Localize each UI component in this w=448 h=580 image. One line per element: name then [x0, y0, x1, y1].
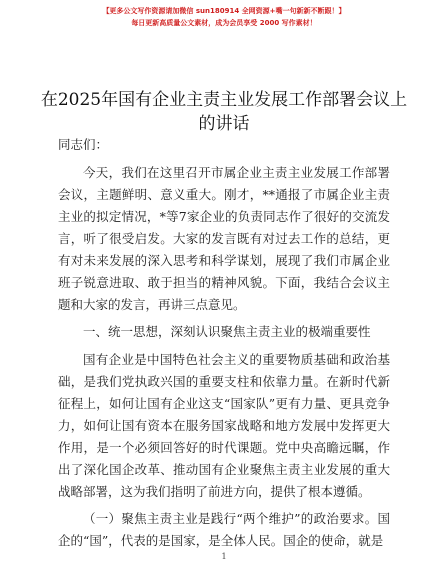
- document-body: [58, 134, 390, 557]
- section-heading-1: 一、统一思想，深刻认识聚焦主责主业的极端重要性: [83, 324, 371, 339]
- document-title: 在2025年国有企业主责主业发展工作部署会议上的讲话: [40, 90, 408, 134]
- paragraph-body-1: 国有企业是中国特色社会主义的重要物质基础和政治基础，是我们党执政兴国的重要支柱和依靠力量。在新时代新征程上，如何让国有企业这支“国家队”更有力量、更具竞争力，如何让国有资本在服务国家战略和地方发展中发挥更大作用，是一个必须回答好的时代课题。党中央高瞻远瞩，作出了深化国企改革、推动国有企业聚焦主责主业发展的重大战略部署，这为我们指明了前进方向，提供了根本遵循。: [58, 352, 390, 499]
- greeting: 同志们：: [58, 137, 109, 152]
- page-number: 1: [221, 552, 227, 561]
- promo-banner-line-2: 每日更新高质量公文素材，成为会员享受 2000 写作素材！: [131, 19, 317, 27]
- promo-banner-line-1: 【更多公文写作资源请加微信 sun180914 全网资源+嘴一句新新不断跟！】: [102, 7, 346, 15]
- paragraph-intro: 今天，我们在这里召开市属企业主责主业发展工作部署会议，主题鲜明、意义重大。刚才，**通报了市属企业主责主业的拟定情况，*等7家企业的负责同志作了很好的交流发言，听了很受启发。大家的发言既有对过去工作的总结，更有对未来发展的深入思考和科学谋划，展现了我们市属企业班子锐意进取、敢于担当的精神风貌。下面，我结合会议主题和大家的发言，再讲三点意见。: [58, 165, 390, 312]
- paragraph-body-2: （一）聚焦主责主业是践行“两个维护”的政治要求。国企的“国”，代表的是国家，是全体人民。国企的使命，就是: [58, 511, 390, 548]
